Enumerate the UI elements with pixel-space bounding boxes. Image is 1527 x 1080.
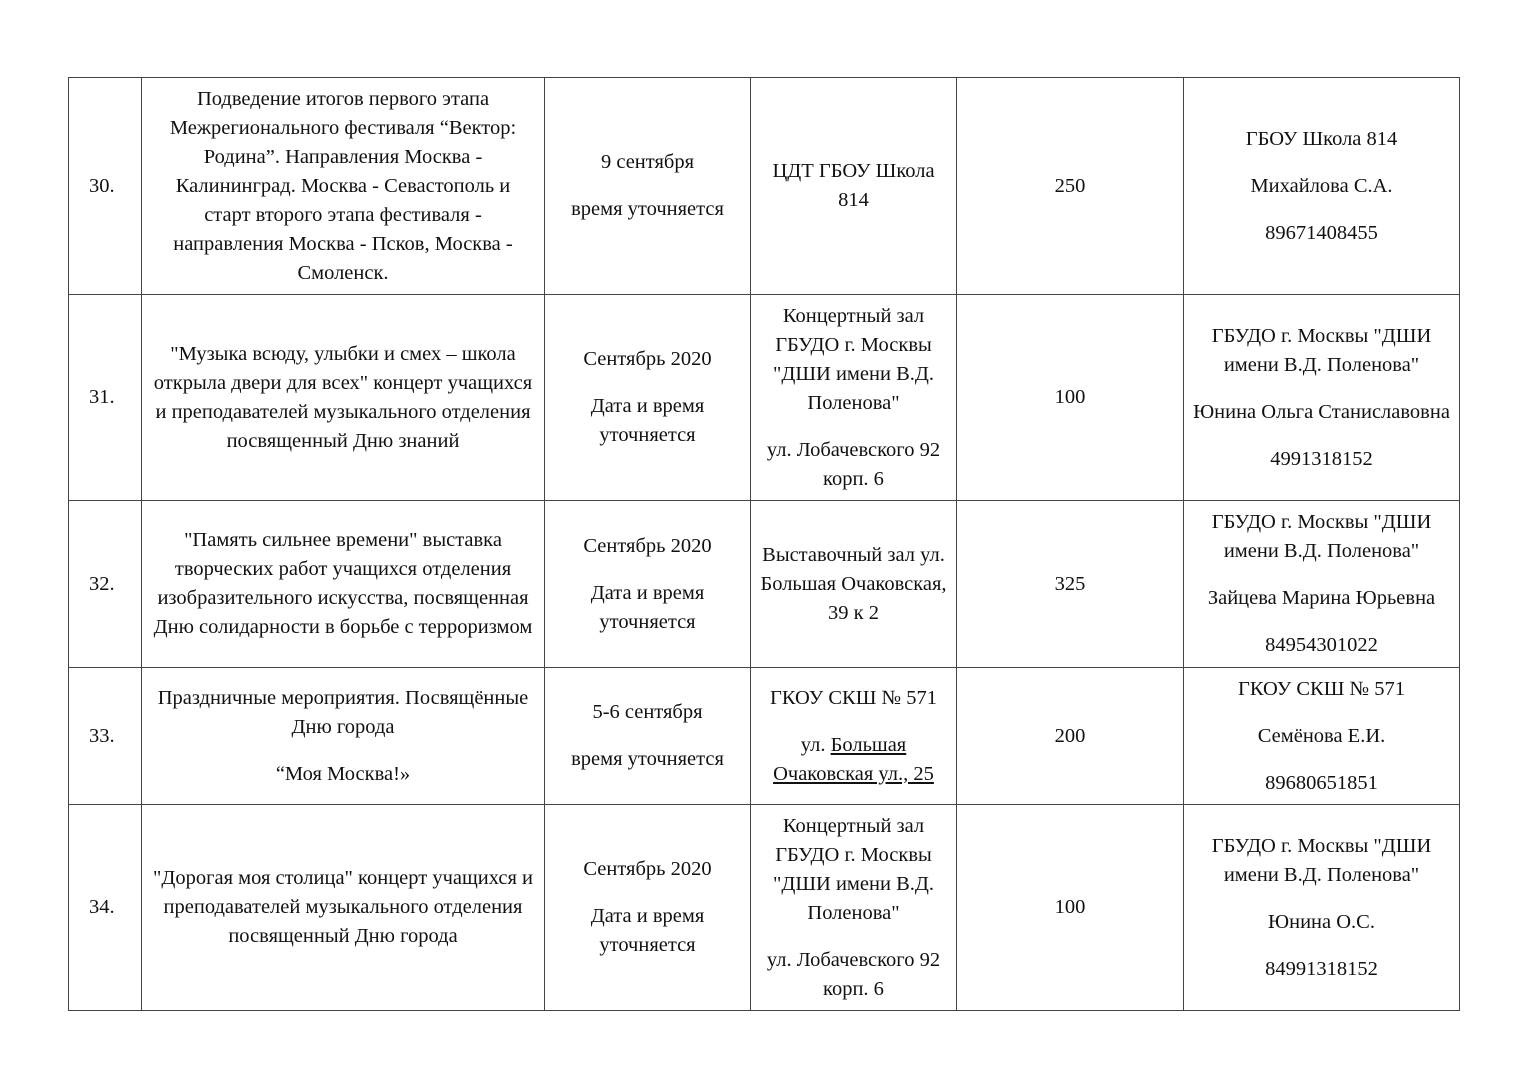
event-title-text: "Дорогая моя столица" концерт учащихся и преподавателей музыкального отделения посвященный Дню города	[152, 867, 534, 947]
event-title	[142, 668, 545, 805]
table-row	[69, 805, 1460, 1011]
address-prefix: ул.	[800, 733, 826, 756]
event-date-text: 5-6 сентября	[592, 701, 703, 723]
contact-phone: 84991318152	[1265, 957, 1378, 980]
organizer-name: ГБОУ Школа 814	[1245, 127, 1398, 150]
event-place-text: Концертный зал ГБУДО г. Москвы "ДШИ имени В.Д. Поленова"	[773, 814, 934, 924]
event-date	[545, 78, 751, 295]
event-date	[545, 805, 751, 1011]
event-count: 200	[957, 668, 1184, 805]
event-count: 250	[957, 78, 1184, 295]
contact-person: Юнина Ольга Станиславовна	[1193, 400, 1450, 423]
event-title-text: "Память сильнее времени" выставка творческих работ учащихся отделения изобразительного искусства, посвященная Дню солидарности в борьбе с терроризмом	[153, 529, 533, 638]
event-date	[545, 501, 751, 668]
event-place-text: Выставочный зал ул. Большая Очаковская, 39 к 2	[760, 543, 947, 624]
organizer-name: ГКОУ СКШ № 571	[1238, 677, 1405, 700]
event-title	[142, 295, 545, 501]
contact-phone: 89671408455	[1265, 221, 1378, 244]
table-row	[69, 295, 1460, 501]
event-address: ул. Лобачевского 92 корп. 6	[766, 948, 941, 1000]
contact-phone: 89680651851	[1265, 771, 1378, 794]
event-date-text: Сентябрь 2020	[583, 534, 712, 557]
event-date	[545, 668, 751, 805]
event-title-text: Подведение итогов первого этапа Межрегионального фестиваля “Вектор: Родина”. Направления Москва - Калининград. Москва - Севастополь и старт второго этапа фестиваля - направления Москва - Псков, Москва - Смоленск.	[169, 87, 517, 284]
event-date	[545, 295, 751, 501]
event-time-text: время уточняется	[571, 198, 724, 220]
organizer-name: ГБУДО г. Москвы "ДШИ имени В.Д. Поленова"	[1211, 834, 1432, 886]
event-organizer	[1184, 668, 1460, 805]
events-table	[68, 77, 1460, 1011]
event-place-text: ЦДТ ГБОУ Школа 814	[772, 160, 935, 211]
organizer-name: ГБУДО г. Москвы "ДШИ имени В.Д. Поленова"	[1211, 511, 1432, 562]
contact-person: Михайлова С.А.	[1250, 174, 1393, 197]
event-organizer	[1184, 805, 1460, 1011]
row-number: 32.	[69, 501, 142, 668]
event-title	[142, 78, 545, 295]
event-place-text: Концертный зал ГБУДО г. Москвы "ДШИ имени В.Д. Поленова"	[773, 304, 934, 414]
event-title	[142, 501, 545, 668]
event-count: 100	[957, 295, 1184, 501]
table-row	[69, 668, 1460, 805]
event-organizer	[1184, 295, 1460, 501]
event-place	[751, 668, 957, 805]
event-title-text: Праздничные мероприятия. Посвящённые Дню города	[157, 686, 529, 738]
row-number: 34.	[69, 805, 142, 1011]
event-place	[751, 805, 957, 1011]
row-number: 30.	[69, 78, 142, 295]
event-organizer	[1184, 501, 1460, 668]
contact-person: Юнина О.С.	[1268, 910, 1375, 933]
event-count: 100	[957, 805, 1184, 1011]
event-date-text: Сентябрь 2020	[583, 348, 712, 370]
event-title-subtitle: “Моя Москва!»	[275, 762, 411, 785]
event-time-text: Дата и время уточняется	[590, 395, 705, 446]
event-count: 325	[957, 501, 1184, 668]
contact-phone: 84954301022	[1265, 634, 1378, 656]
table-row	[69, 501, 1460, 668]
event-title-text: "Музыка всюду, улыбки и смех – школа открыла двери для всех" концерт учащихся и преподавателей музыкального отделения посвященный Дню знаний	[153, 342, 533, 452]
event-time-text: Дата и время уточняется	[590, 905, 705, 956]
event-place-text: ГКОУ СКШ № 571	[770, 686, 937, 709]
event-date-text: 9 сентября	[600, 151, 695, 173]
event-place	[751, 295, 957, 501]
event-organizer	[1184, 78, 1460, 295]
row-number: 33.	[69, 668, 142, 805]
contact-phone: 4991318152	[1270, 447, 1373, 470]
table-row	[69, 78, 1460, 295]
organizer-name: ГБУДО г. Москвы "ДШИ имени В.Д. Поленова"	[1211, 324, 1432, 376]
contact-person: Семёнова Е.И.	[1257, 724, 1386, 747]
event-date-text: Сентябрь 2020	[583, 858, 712, 880]
row-number: 31.	[69, 295, 142, 501]
event-place	[751, 501, 957, 668]
event-place	[751, 78, 957, 295]
event-address: ул. Лобачевского 92 корп. 6	[766, 438, 941, 490]
event-title	[142, 805, 545, 1011]
contact-person: Зайцева Марина Юрьевна	[1207, 587, 1436, 609]
address-link[interactable]: Большая Очаковская ул., 25	[773, 733, 934, 785]
event-address	[759, 731, 948, 789]
event-time-text: время уточняется	[571, 748, 724, 770]
event-time-text: Дата и время уточняется	[590, 581, 705, 633]
